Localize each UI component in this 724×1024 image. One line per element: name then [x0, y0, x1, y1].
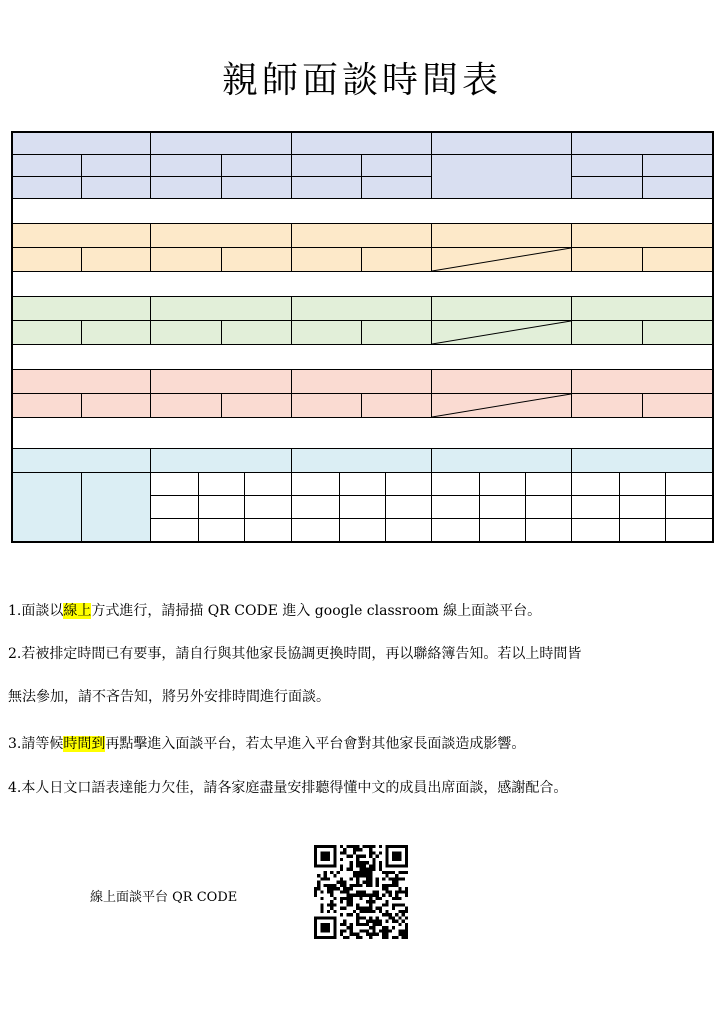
qr-code-label: 線上面談平台 QR CODE — [90, 890, 238, 905]
day-header — [11, 131, 151, 155]
time-cell — [245, 496, 292, 519]
time-cell — [11, 155, 82, 177]
time-cell — [82, 177, 151, 199]
time-cell — [480, 496, 526, 519]
day-header — [432, 131, 572, 155]
slot-cell — [82, 321, 151, 345]
no-slot-cell — [432, 394, 572, 418]
time-cell — [151, 155, 222, 177]
time-cell — [572, 496, 620, 519]
time-cell — [643, 177, 714, 199]
slot-cell — [643, 321, 714, 345]
slot-cell — [245, 519, 292, 543]
time-cell — [82, 155, 151, 177]
time-cell — [222, 155, 292, 177]
note-line — [8, 733, 525, 753]
note-line — [8, 686, 330, 706]
no-slot-cell — [432, 248, 572, 272]
slot-cell — [292, 248, 362, 272]
slot-cell — [199, 519, 245, 543]
slot-cell — [572, 519, 620, 543]
time-cell — [480, 473, 526, 496]
note-text: 再點擊進入面談平台，若太早進入平台會對其他家長面談造成影響。 — [105, 736, 526, 752]
date-cell — [572, 297, 714, 321]
time-cell — [151, 473, 199, 496]
time-cell — [292, 155, 362, 177]
page-title: 親師面談時間表 — [221, 60, 502, 101]
date-cell — [11, 449, 151, 473]
slot-cell — [82, 248, 151, 272]
time-cell — [11, 177, 82, 199]
no-slot-cell — [432, 321, 572, 345]
time-cell — [386, 473, 432, 496]
day-header — [151, 131, 292, 155]
slot-cell — [362, 394, 432, 418]
slot-cell — [82, 394, 151, 418]
day-header — [292, 131, 432, 155]
date-cell — [151, 370, 292, 394]
slot-cell — [292, 519, 340, 543]
time-cell — [199, 473, 245, 496]
time-cell — [572, 473, 620, 496]
slot-cell — [480, 519, 526, 543]
time-cell — [340, 473, 386, 496]
slot-cell — [11, 394, 82, 418]
date-cell — [292, 224, 432, 248]
date-cell — [292, 297, 432, 321]
date-cell — [572, 370, 714, 394]
spacer-row — [11, 345, 714, 370]
slot-cell — [362, 248, 432, 272]
slot-cell — [151, 248, 222, 272]
time-cell — [620, 473, 666, 496]
time-cell — [199, 496, 245, 519]
slot-cell — [643, 248, 714, 272]
slot-cell — [666, 519, 714, 543]
note-text: 3.請等候 — [8, 736, 64, 752]
slot-cell — [643, 394, 714, 418]
slot-cell — [151, 519, 199, 543]
slot-cell — [340, 519, 386, 543]
note-line — [8, 643, 581, 663]
note-line — [8, 777, 567, 797]
time-cell — [666, 473, 714, 496]
time-cell — [362, 177, 432, 199]
date-cell — [292, 370, 432, 394]
diagonal-line — [432, 394, 571, 417]
thursday-note — [432, 155, 572, 199]
slot-cell — [222, 321, 292, 345]
date-cell — [151, 224, 292, 248]
diagonal-line — [432, 248, 571, 271]
time-cell — [340, 496, 386, 519]
note-text: 方式進行，請掃描 QR CODE 進入 google classroom 線上面談平台。 — [91, 603, 542, 619]
spacer-row — [11, 199, 714, 224]
slot-cell — [11, 321, 82, 345]
time-cell — [572, 177, 643, 199]
spacer-row — [11, 272, 714, 297]
date-cell — [432, 370, 572, 394]
note-highlight: 時間到 — [63, 736, 106, 752]
time-cell — [151, 496, 199, 519]
time-cell — [526, 473, 572, 496]
date-cell — [11, 297, 151, 321]
note-text: 無法參加，請不吝告知，將另外安排時間進行面談。 — [8, 689, 330, 705]
slot-cell — [222, 394, 292, 418]
time-cell — [666, 496, 714, 519]
time-cell — [151, 177, 222, 199]
date-cell — [11, 370, 151, 394]
slot-cell — [526, 519, 572, 543]
qr-code-image[interactable] — [314, 845, 408, 939]
date-cell — [432, 224, 572, 248]
time-cell — [222, 177, 292, 199]
note-text: 1.面談以 — [8, 603, 64, 619]
diagonal-line — [432, 321, 571, 344]
slot-cell — [292, 321, 362, 345]
exam-day-header — [432, 449, 572, 473]
time-cell — [292, 177, 362, 199]
time-cell — [572, 155, 643, 177]
slot-cell — [432, 519, 480, 543]
time-cell — [245, 473, 292, 496]
note-text: 2.若被排定時間已有要事，請自行與其他家長協調更換時間，再以聯絡簿告知。若以上時間皆 — [8, 646, 582, 662]
slot-cell — [572, 321, 643, 345]
note-highlight: 線上 — [63, 603, 92, 619]
exam-day-header — [151, 449, 292, 473]
date-cell — [151, 297, 292, 321]
time-cell — [643, 155, 714, 177]
time-cell — [620, 496, 666, 519]
slot-cell — [11, 248, 82, 272]
time-cell — [292, 473, 340, 496]
exam-day-header — [292, 449, 432, 473]
spacer-row — [11, 418, 714, 449]
time-cell — [432, 473, 480, 496]
slot-cell — [11, 473, 82, 543]
slot-cell — [222, 248, 292, 272]
time-cell — [386, 496, 432, 519]
time-cell — [526, 496, 572, 519]
day-header — [572, 131, 714, 155]
slot-cell — [151, 321, 222, 345]
slot-cell — [151, 394, 222, 418]
date-cell — [432, 297, 572, 321]
time-cell — [432, 496, 480, 519]
time-cell — [292, 496, 340, 519]
slot-cell — [620, 519, 666, 543]
note-line — [8, 600, 541, 620]
date-cell — [11, 224, 151, 248]
exam-day-header — [572, 449, 714, 473]
time-cell — [362, 155, 432, 177]
date-cell — [572, 224, 714, 248]
slot-cell — [386, 519, 432, 543]
slot-cell — [572, 394, 643, 418]
schedule-table — [11, 131, 714, 543]
slot-cell — [292, 394, 362, 418]
note-text: 4.本人日文口語表達能力欠佳，請各家庭盡量安排聽得懂中文的成員出席面談，感謝配合。 — [8, 780, 568, 796]
slot-cell — [572, 248, 643, 272]
slot-cell — [82, 473, 151, 543]
slot-cell — [362, 321, 432, 345]
